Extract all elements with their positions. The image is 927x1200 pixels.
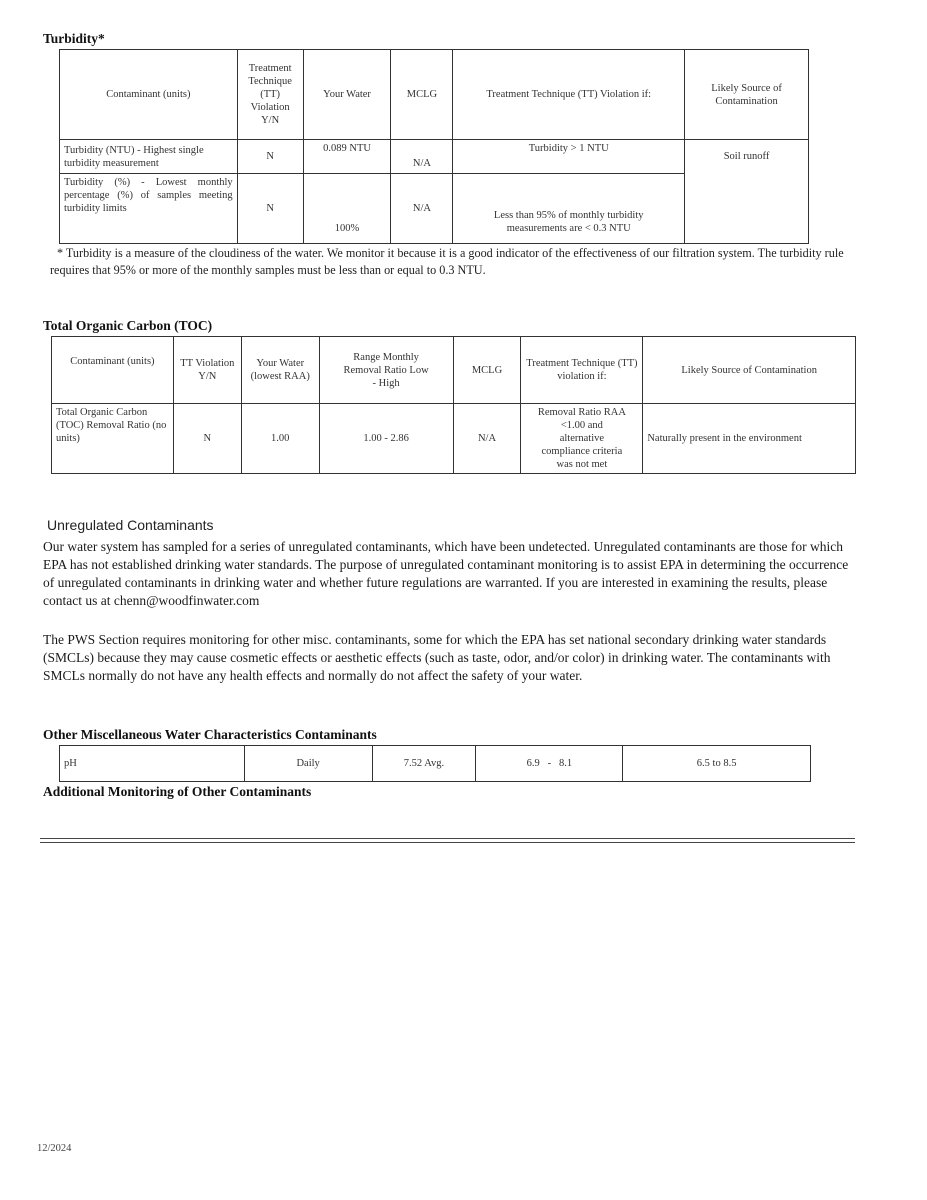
col-header-tt-violation: TT Violation Y/N bbox=[173, 337, 241, 404]
mclg-cell: N/A bbox=[391, 140, 453, 174]
table-row bbox=[60, 140, 809, 174]
col-header-tt-violation-if: Treatment Technique (TT) violation if: bbox=[521, 337, 643, 404]
contaminant-cell: Turbidity (NTU) - Highest single turbidity measurement bbox=[60, 140, 238, 174]
average-cell: 7.52 Avg. bbox=[372, 746, 476, 782]
col-header-your-water: Your Water (lowest RAA) bbox=[241, 337, 319, 404]
misc-heading: Other Miscellaneous Water Characteristics Contaminants bbox=[43, 727, 377, 742]
divider bbox=[40, 838, 855, 839]
footer-date: 12/2024 bbox=[37, 1143, 72, 1154]
likely-source-cell: Soil runoff bbox=[685, 140, 809, 244]
unregulated-paragraph: Our water system has sampled for a series of unregulated contaminants, which have been undetected. Unregulated contaminants are those for which EPA has not established drinking water standards. The purpose of unregulated contaminant monitoring is to assist EPA in determining the occurrence of unregulated contaminants in drinking water and whether future regulations are warranted. If you are interested in examining the results, please contact us at chenn@woodfinwater.com bbox=[43, 539, 849, 608]
range-cell: 6.9 - 8.1 bbox=[476, 746, 623, 782]
col-header-your-water: Your Water bbox=[303, 50, 391, 140]
turbidity-table bbox=[59, 49, 809, 244]
col-header-range: Range Monthly Removal Ratio Low - High bbox=[319, 337, 453, 404]
contaminant-cell: Total Organic Carbon (TOC) Removal Ratio (no units) bbox=[52, 404, 174, 474]
col-header-mclg: MCLG bbox=[453, 337, 521, 404]
characteristic-cell: pH bbox=[60, 746, 245, 782]
tt-violation-cell: N bbox=[237, 140, 303, 174]
col-header-tt-violation-if: Treatment Technique (TT) Violation if: bbox=[453, 50, 685, 140]
toc-table bbox=[51, 336, 856, 474]
divider bbox=[40, 842, 855, 843]
likely-source-cell: Naturally present in the environment bbox=[643, 404, 856, 474]
range-cell: 1.00 - 2.86 bbox=[319, 404, 453, 474]
tt-violation-if-cell: Less than 95% of monthly turbidity measurements are < 0.3 NTU bbox=[453, 174, 685, 244]
unregulated-heading: Unregulated Contaminants bbox=[47, 517, 214, 533]
smcl-paragraph: The PWS Section requires monitoring for other misc. contaminants, some for which the EPA has set national secondary drinking water standards (SMCLs) because they may cause cosmetic effects or aesthetic effects (such as taste, odor, and/or color) in drinking water. The contaminants with SMCLs normally do not have any health effects and normally do not affect the safety of your water. bbox=[43, 632, 831, 683]
tt-violation-cell: N bbox=[173, 404, 241, 474]
col-header-contaminant: Contaminant (units) bbox=[52, 337, 174, 404]
col-header-tt-violation: Treatment Technique (TT) Violation Y/N bbox=[237, 50, 303, 140]
toc-heading: Total Organic Carbon (TOC) bbox=[43, 318, 213, 333]
your-water-cell: 1.00 bbox=[241, 404, 319, 474]
contaminant-cell: Turbidity (%) - Lowest monthly percentage (%) of samples meeting turbidity limits bbox=[60, 174, 238, 244]
tt-violation-cell: N bbox=[237, 174, 303, 244]
col-header-contaminant: Contaminant (units) bbox=[60, 50, 238, 140]
mclg-cell: N/A bbox=[453, 404, 521, 474]
your-water-cell: 0.089 NTU bbox=[303, 140, 391, 174]
your-water-cell: 100% bbox=[303, 174, 391, 244]
turbidity-heading: Turbidity* bbox=[43, 31, 105, 46]
table-row bbox=[60, 746, 811, 782]
turbidity-header-row bbox=[60, 50, 809, 140]
frequency-cell: Daily bbox=[244, 746, 372, 782]
toc-header-row bbox=[52, 337, 856, 404]
turbidity-footnote: * Turbidity is a measure of the cloudiness of the water. We monitor it because it is a good indicator of the effectiveness of our filtration system. The turbidity rule requires that 95% or more of the monthly samples must be less than or equal to 0.3 NTU. bbox=[50, 246, 844, 277]
additional-heading: Additional Monitoring of Other Contaminants bbox=[43, 784, 312, 799]
table-row bbox=[52, 404, 856, 474]
col-header-likely-source: Likely Source of Contamination bbox=[685, 50, 809, 140]
standard-cell: 6.5 to 8.5 bbox=[623, 746, 811, 782]
col-header-likely-source: Likely Source of Contamination bbox=[643, 337, 856, 404]
misc-table bbox=[59, 745, 811, 782]
tt-violation-if-cell: Removal Ratio RAA <1.00 and alternative compliance criteria was not met bbox=[521, 404, 643, 474]
col-header-mclg: MCLG bbox=[391, 50, 453, 140]
mclg-cell: N/A bbox=[391, 174, 453, 244]
tt-violation-if-cell: Turbidity > 1 NTU bbox=[453, 140, 685, 174]
